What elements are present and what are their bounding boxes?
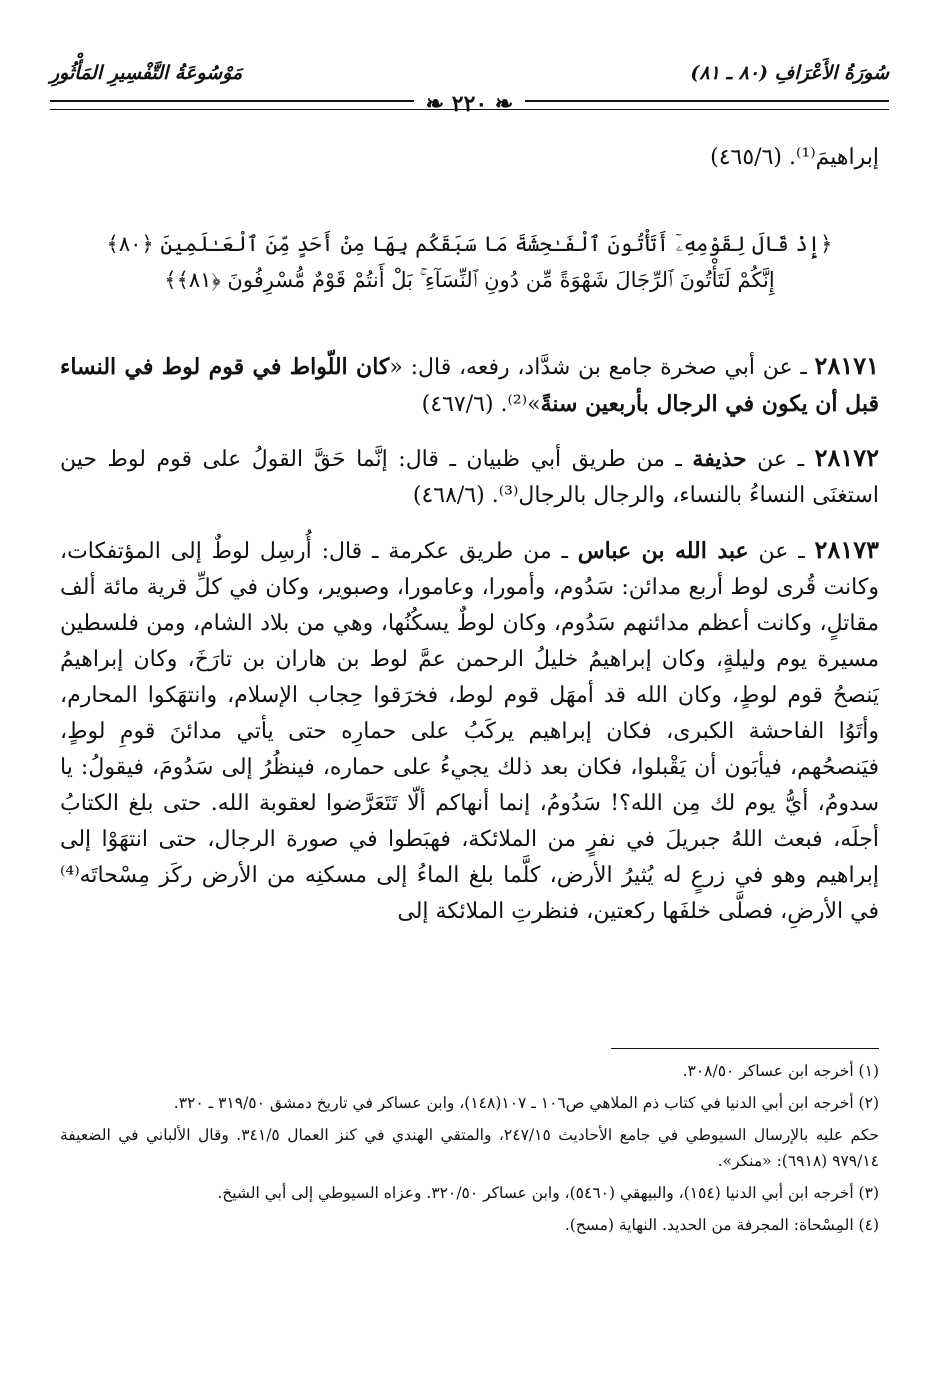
page-header bbox=[50, 62, 889, 117]
hadith-number: ٢٨١٧٢ bbox=[814, 443, 880, 472]
hadith-number: ٢٨١٧٣ bbox=[814, 535, 879, 564]
footnotes bbox=[60, 1058, 879, 1244]
hadith-28171 bbox=[60, 348, 879, 423]
footnote-separator bbox=[611, 1048, 879, 1049]
footnote-3: (٣) أخرجه ابن أبي الدنيا (١٥٤)، والبيهقي (٥٤٦٠)، وابن عساكر ٣٢٠/٥٠. وعزاه السيوطي إلى أبي الشيخ. bbox=[217, 1184, 879, 1202]
footnote-4: (٤) المِسْحاة: المجرفة من الحديد. النهاية (مسح). bbox=[564, 1216, 879, 1234]
hadith-text: ـ عن أبي صخرة جامع بن شدَّاد، رفعه، قال: « bbox=[389, 355, 815, 380]
continued-text: إبراهيمَ⁽¹⁾. (٤٦٥/٦) bbox=[710, 145, 879, 170]
surah-title: سُورَةُ الأَعْرَافِ (٨٠ ـ ٨١) bbox=[690, 62, 889, 84]
quran-verse bbox=[60, 226, 879, 298]
hadith-text-end: »⁽²⁾. (٤٦٧/٦) bbox=[421, 392, 541, 417]
hadith-text: ـ عن bbox=[746, 447, 815, 472]
hadith-28173 bbox=[60, 532, 879, 930]
quran-verse-line-1: ﴿إِذْ قَالَ لِقَوْمِهِۦٓ أَتَأْتُونَ ٱلْفَـٰحِشَةَ مَا سَبَقَكُم بِهَا مِنْ أَحَدٍ مِّنَ ٱلْعَـٰلَمِينَ ﴿٨٠﴾ bbox=[106, 232, 833, 256]
book-title: مَوْسُوعَةُ التَّفْسِيرِ المَأْثُورِ bbox=[50, 62, 243, 84]
narrator-name: عبد الله بن عباس bbox=[577, 538, 749, 564]
quran-verse-line-2: إِنَّكُمْ لَتَأْتُونَ ٱلرِّجَالَ شَهْوَةً مِّن دُونِ ٱلنِّسَآءِ ۚ بَلْ أَنتُمْ قَوْمٌ مُّسْرِفُونَ ﴿٨١﴾﴾ bbox=[164, 268, 775, 292]
hadith-quote: كان اللّواط في قوم لوط في النساء قبل أن يكون في الرجال بأربعين سنةً bbox=[60, 354, 879, 417]
hadith-text-end: ـ من طريق أبي ظبيان ـ قال: إنَّما حَقَّ القولُ على قوم لوط حين استغنَى النساءُ بالنساء، والرجال بالرجال⁽³⁾. (٤٦٨/٦) bbox=[60, 447, 879, 508]
hadith-number: ٢٨١٧١ bbox=[814, 351, 879, 380]
footnote-2: (٢) أخرجه ابن أبي الدنيا في كتاب ذم الملاهي ص١٠٦ ـ ١٠٧(١٤٨)، وابن عساكر في تاريخ دمشق ٣١٩/٥٠ ـ ٣٢٠. bbox=[173, 1094, 879, 1112]
narrator-name: حذيفة bbox=[692, 446, 747, 472]
hadith-text-end: ـ من طريق عكرمة ـ قال: أُرسِل لوطٌ إلى المؤتفكات، وكانت قُرى لوط أربع مدائن: سَدُوم، وأمورا، وعامورا، وصبوير، وكان في كلِّ قرية مائة ألف مقاتلٍ، وكانت أعظم مدائنهم سَدُوم، وكان لوطٌ يسكُنُها، وهي من بلاد الشام، ومن فلسطين مسيرة يوم وليلةٍ، وكان إبراهيمُ خليلُ الرحمن عمَّ لوط بن هاران بن تارَخَ، وكان إبراهيمُ يَنصحُ قوم لوطٍ، وكان الله قد أمهَل قوم لوط، فخرَقوا حِجاب الإسلام، وانتهَكوا المحارم، وأتَوُا الفاحشة الكبرى، فكان إبراهيم يركَبُ على حمارِه حتى يأتي مدائنَ قومِ لوطٍ، فيَنصحُهم، فيأبَون أن يَقْبلوا، فكان بعد ذلك يجيءُ على حماره، فينظُرُ إلى سَدُومَ، فيقولُ: يا سدومُ، أيُّ يوم لك مِن الله؟! سَدُومُ، إنما أنهاكم ألّا تَتَعَرَّضوا لعقوبة الله. حتى بلغ الكتابُ أجلَه، فبعث اللهُ جبريلَ في نفرٍ من الملائكة، فهبَطوا في صورة الرجال، حتى انتهَوْا إلى إبراهيم وهو في زرعٍ له يُثيرُ الأرض، كلَّما بلغ الماءُ إلى مسكنِه من الأرض ركَز مِسْحاتَه⁽⁴⁾ في الأرضِ، فصلَّى خلفَها ركعتين، فنظرتِ الملائكة إلى bbox=[60, 539, 879, 924]
footnote-1: (١) أخرجه ابن عساكر ٣٠٨/٥٠. bbox=[682, 1062, 879, 1080]
hadith-28172 bbox=[60, 440, 879, 514]
header-rule-bottom bbox=[50, 109, 889, 110]
page-number: ❧ ٢٢٠ ❧ bbox=[414, 91, 526, 117]
hadith-text: ـ عن bbox=[748, 539, 815, 564]
footnote-2-grading: حكم عليه بالإرسال السيوطي في جامع الأحاديث ٢٤٧/١٥، والمتقي الهندي في كنز العمال ٣٤١/٥. وقال الألباني في الضعيفة ٩٧٩/١٤ (٦٩١٨): «منكر». bbox=[60, 1126, 879, 1170]
